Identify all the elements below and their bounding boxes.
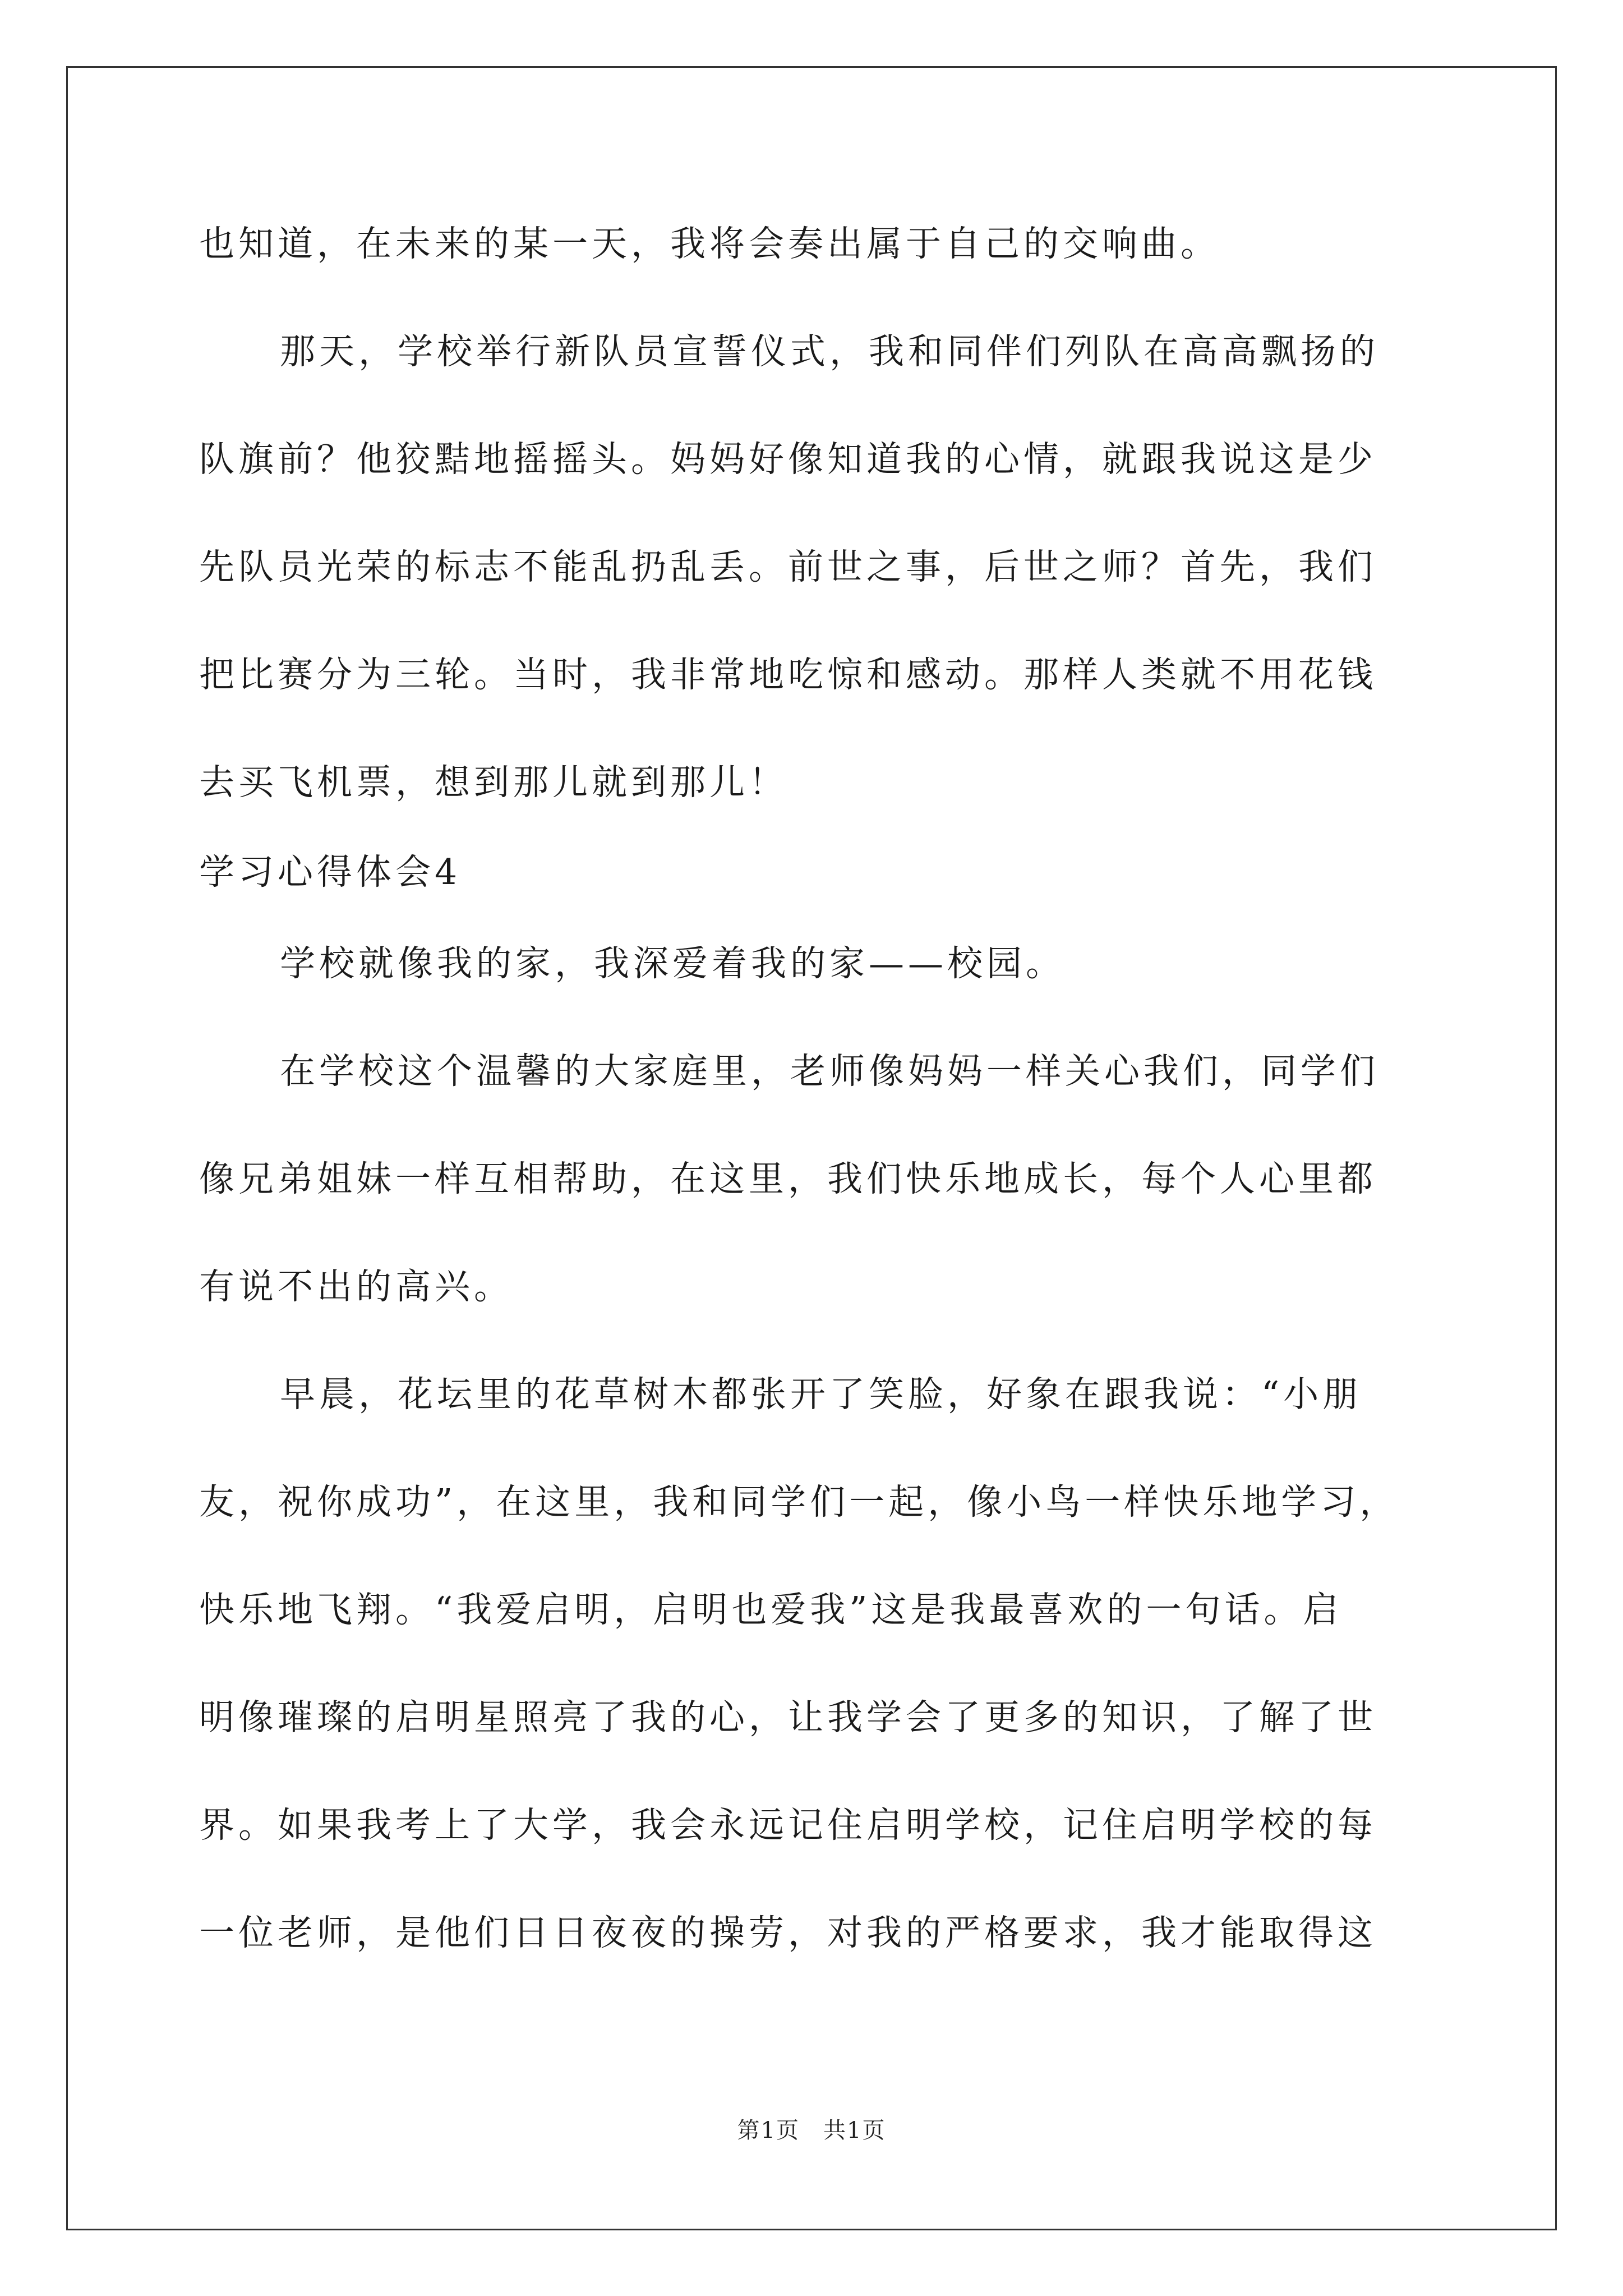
text-line: 先队员光荣的标志不能乱扔乱丢。前世之事，后世之师？首先，我们 bbox=[199, 546, 1377, 587]
text-line: 友，祝你成功”，在这里，我和同学们一起，像小鸟一样快乐地学习， bbox=[199, 1481, 1399, 1522]
text-line: 队旗前？他狡黠地摇摇头。妈妈好像知道我的心情，就跟我说这是少 bbox=[199, 439, 1377, 480]
text-line: 去买飞机票，想到那儿就到那儿！ bbox=[199, 762, 788, 803]
text-line: 快乐地飞翔。“我爱启明，启明也爱我”这是我最喜欢的一句话。启 bbox=[199, 1589, 1343, 1630]
text-line: 把比赛分为三轮。当时，我非常地吃惊和感动。那样人类就不用花钱 bbox=[199, 654, 1377, 695]
page-footer: 第1页 共1页 bbox=[737, 2118, 886, 2143]
text-line: 在学校这个温馨的大家庭里，老师像妈妈一样关心我们，同学们 bbox=[280, 1051, 1379, 1092]
text-line: 也知道，在未来的某一天，我将会奏出属于自己的交响曲。 bbox=[199, 223, 1220, 264]
text-line: 有说不出的高兴。 bbox=[199, 1266, 513, 1307]
text-line: 界。如果我考上了大学，我会永远记住启明学校，记住启明学校的每 bbox=[199, 1805, 1377, 1846]
text-line: 一位老师，是他们日日夜夜的操劳，对我的严格要求，我才能取得这 bbox=[199, 1912, 1377, 1953]
text-line: 早晨，花坛里的花草树木都张开了笑脸，好象在跟我说：“小朋 bbox=[280, 1374, 1362, 1415]
section-heading: 学习心得体会4 bbox=[199, 852, 462, 892]
text-line: 学校就像我的家，我深爱着我的家——校园。 bbox=[280, 943, 1065, 984]
text-line: 像兄弟姐妹一样互相帮助，在这里，我们快乐地成长，每个人心里都 bbox=[199, 1158, 1377, 1199]
text-line: 那天，学校举行新队员宣誓仪式，我和同伴们列队在高高飘扬的 bbox=[280, 331, 1379, 372]
text-line: 明像璀璨的启明星照亮了我的心，让我学会了更多的知识，了解了世 bbox=[199, 1697, 1377, 1738]
